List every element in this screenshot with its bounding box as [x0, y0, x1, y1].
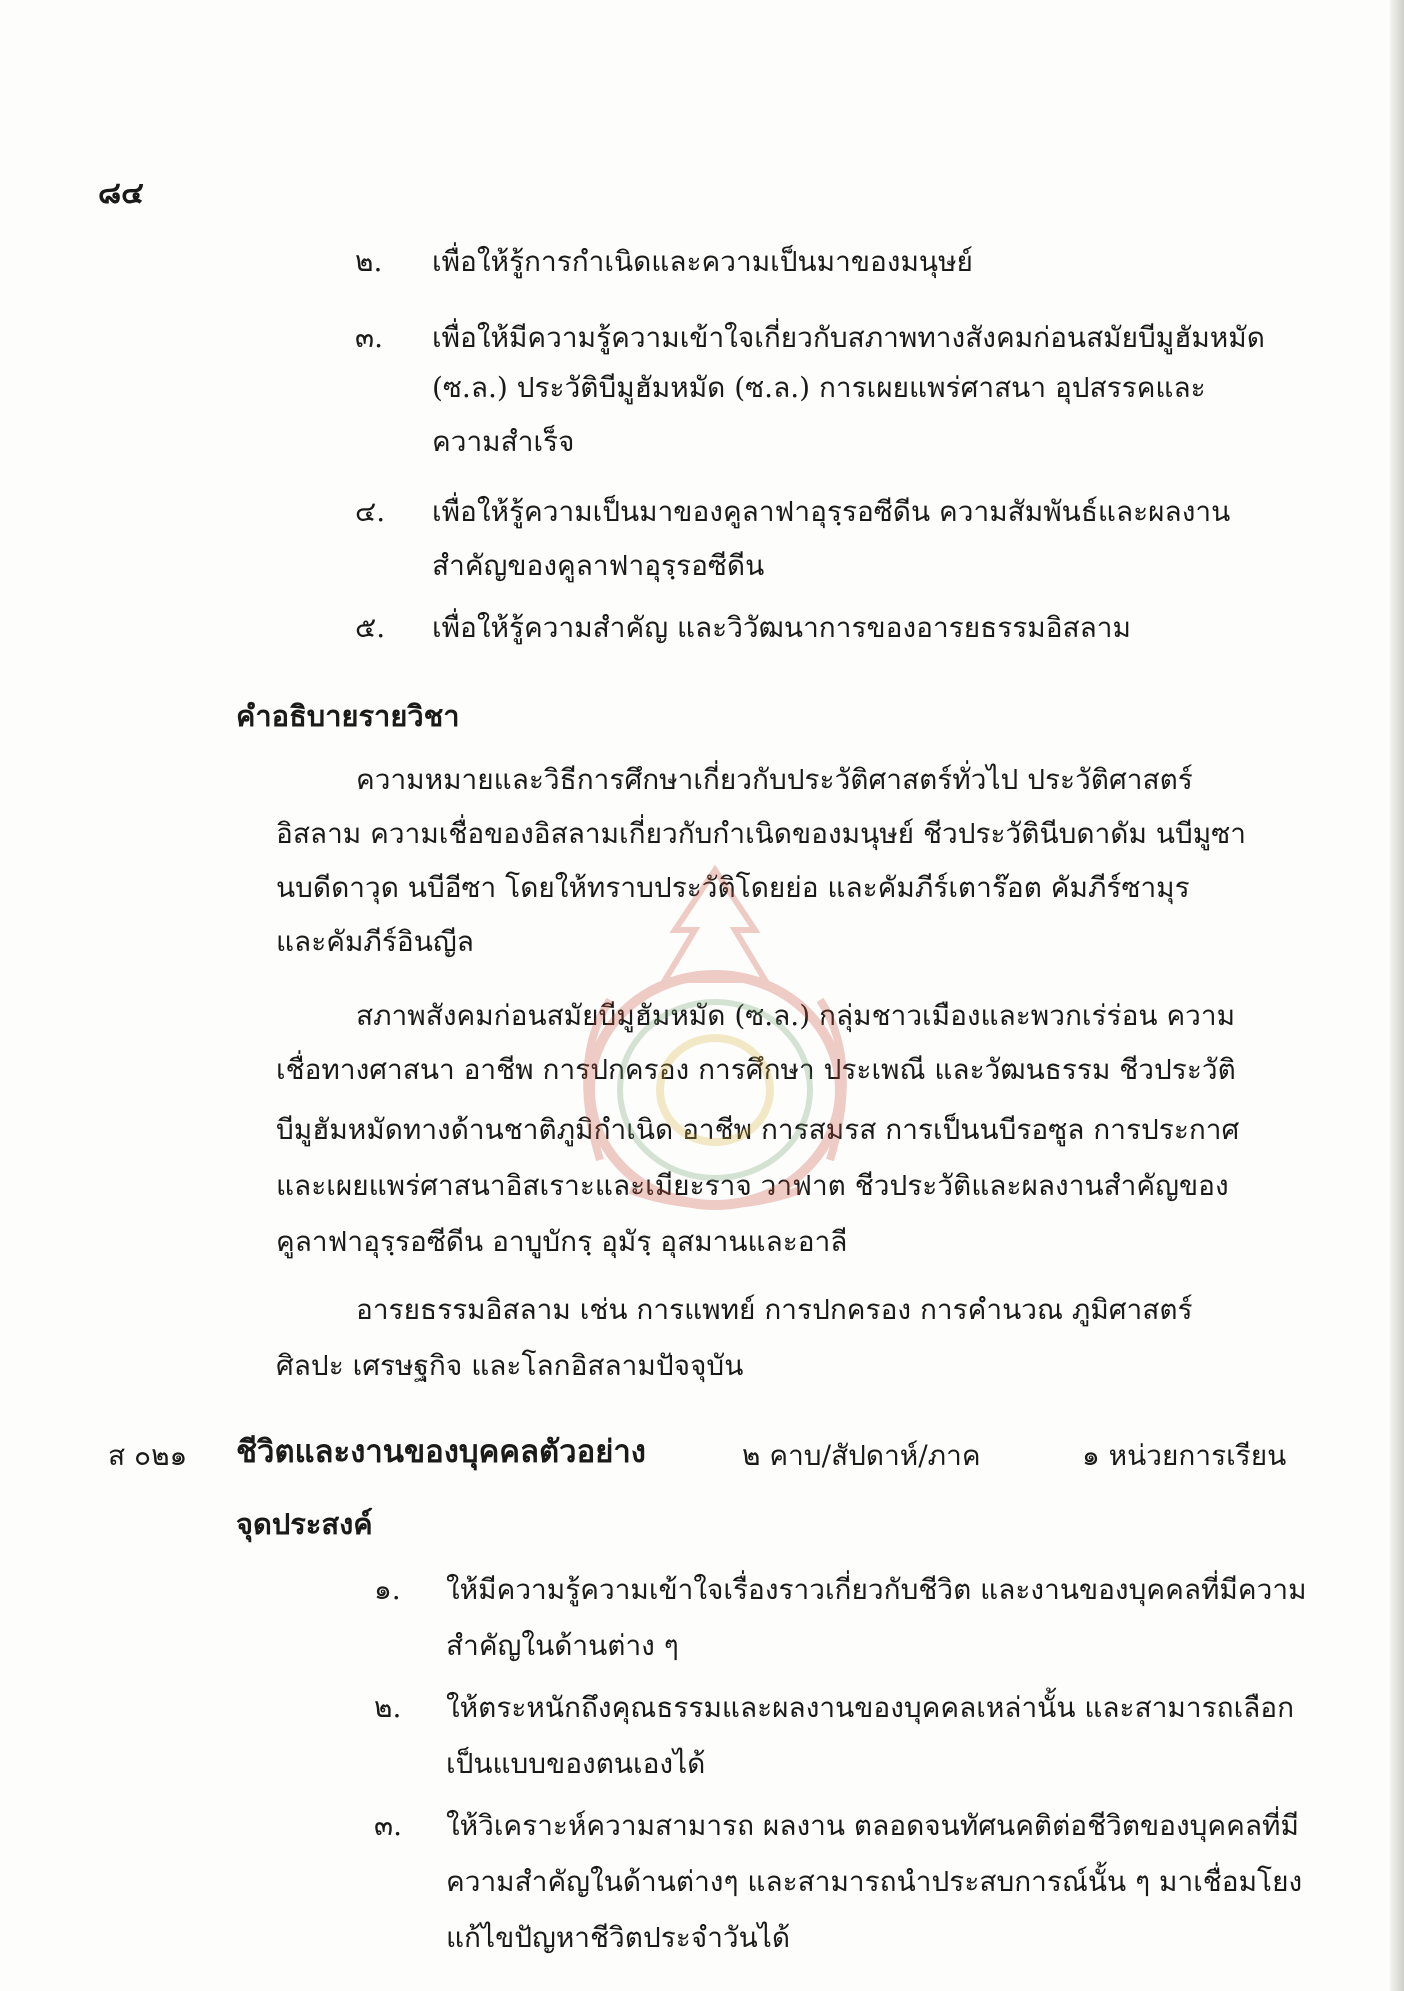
page-edge-shadow [1390, 0, 1404, 1991]
objective-line: เพื่อให้มีความรู้ความเข้าใจเกี่ยวกับสภาพทางสังคมก่อนสมัยบีมูฮัมหมัด [432, 321, 1265, 354]
course-periods: ๒ คาบ/สัปดาห์/ภาค [742, 1439, 981, 1472]
paragraph-line: บีมูฮัมหมัดทางด้านชาติภูมิกำเนิด อาชีพ การสมรส การเป็นนบีรอซูล การประกาศ [276, 1113, 1240, 1146]
objective-number: ๑. [374, 1573, 401, 1606]
paragraph-line: ศิลปะ เศรษฐกิจ และโลกอิสลามปัจจุบัน [276, 1349, 744, 1382]
paragraph-line: และเผยแพร่ศาสนาอิสเราะและเมียะราจ วาฟาต ชีวประวัติและผลงานสำคัญของ [276, 1169, 1229, 1202]
paragraph-line: อิสลาม ความเชื่อของอิสลามเกี่ยวกับกำเนิดของมนุษย์ ชีวประวัตินีบดาดัม นบีมูซา [276, 817, 1246, 850]
course-credits: ๑ หน่วยการเรียน [1082, 1439, 1287, 1472]
paragraph-line: ความหมายและวิธีการศึกษาเกี่ยวกับประวัติศาสตร์ทั่วไป ประวัติศาสตร์ [356, 763, 1193, 796]
objective-number: ๒. [355, 245, 383, 278]
page-number: ๘๔ [98, 176, 144, 211]
paragraph-line: เชื่อทางศาสนา อาชีพ การปกครอง การศึกษา ประเพณี และวัฒนธรรม ชีวประวัติ [276, 1053, 1236, 1086]
objective-line: เพื่อให้รู้การกำเนิดและความเป็นมาของมนุษย์ [432, 245, 973, 278]
paragraph-line: คูลาฟาอุรฺรอซีดีน อาบูบักรฺ อุมัรฺ อุสมานและอาลี [276, 1225, 848, 1258]
objective-line: (ซ.ล.) ประวัติบีมูฮัมหมัด (ซ.ล.) การเผยแพร่ศาสนา อุปสรรคและ [432, 371, 1206, 404]
paragraph-line: และคัมภีร์อินญีล [276, 925, 474, 958]
course-objectives-heading: จุดประสงค์ [236, 1507, 373, 1541]
objective-number: ๕. [355, 611, 386, 644]
objective-line: ให้วิเคราะห์ความสามารถ ผลงาน ตลอดจนทัศนคติต่อชีวิตของบุคคลที่มี [446, 1809, 1299, 1842]
objective-number: ๓. [355, 321, 384, 354]
objective-line: ให้ตระหนักถึงคุณธรรมและผลงานของบุคคลเหล่านั้น และสามารถเลือก [446, 1691, 1295, 1724]
objective-line: ความสำคัญในด้านต่างๆ และสามารถนำประสบการณ์นั้น ๆ มาเชื่อมโยง [446, 1865, 1303, 1898]
paragraph-line: สภาพสังคมก่อนสมัยบีมูฮัมหมัด (ซ.ล.) กลุ่มชาวเมืองและพวกเร่ร่อน ความ [356, 999, 1236, 1032]
objective-line: เพื่อให้รู้ความสำคัญ และวิวัฒนาการของอารยธรรมอิสลาม [432, 611, 1131, 644]
objective-line: ให้มีความรู้ความเข้าใจเรื่องราวเกี่ยวกับชีวิต และงานของบุคคลที่มีความ [446, 1573, 1307, 1606]
objective-line: ความสำเร็จ [432, 425, 575, 458]
objective-number: ๔. [355, 495, 386, 528]
objective-line: เพื่อให้รู้ความเป็นมาของคูลาฟาอุรฺรอซีดีน ความสัมพันธ์และผลงาน [432, 495, 1231, 528]
objective-number: ๒. [374, 1691, 402, 1724]
objective-line: แก้ไขปัญหาชีวิตประจำวันได้ [446, 1921, 791, 1954]
course-code: ส ๐๒๑ [108, 1439, 188, 1472]
objective-line: สำคัญในด้านต่าง ๆ [446, 1629, 679, 1662]
description-heading: คำอธิบายรายวิชา [236, 699, 460, 733]
objective-number: ๓. [374, 1809, 403, 1842]
objective-line: สำคัญของคูลาฟาอุรฺรอซีดีน [432, 549, 765, 582]
objective-line: เป็นแบบของตนเองได้ [446, 1747, 706, 1780]
paragraph-line: นบดีดาวุด นบีอีซา โดยให้ทราบประวัติโดยย่อ และคัมภีร์เตาร๊อต คัมภีร์ซามุร [276, 871, 1190, 904]
course-title: ชีวิตและงานของบุคคลตัวอย่าง [236, 1434, 646, 1470]
paragraph-line: อารยธรรมอิสลาม เช่น การแพทย์ การปกครอง การคำนวณ ภูมิศาสตร์ [356, 1293, 1193, 1326]
